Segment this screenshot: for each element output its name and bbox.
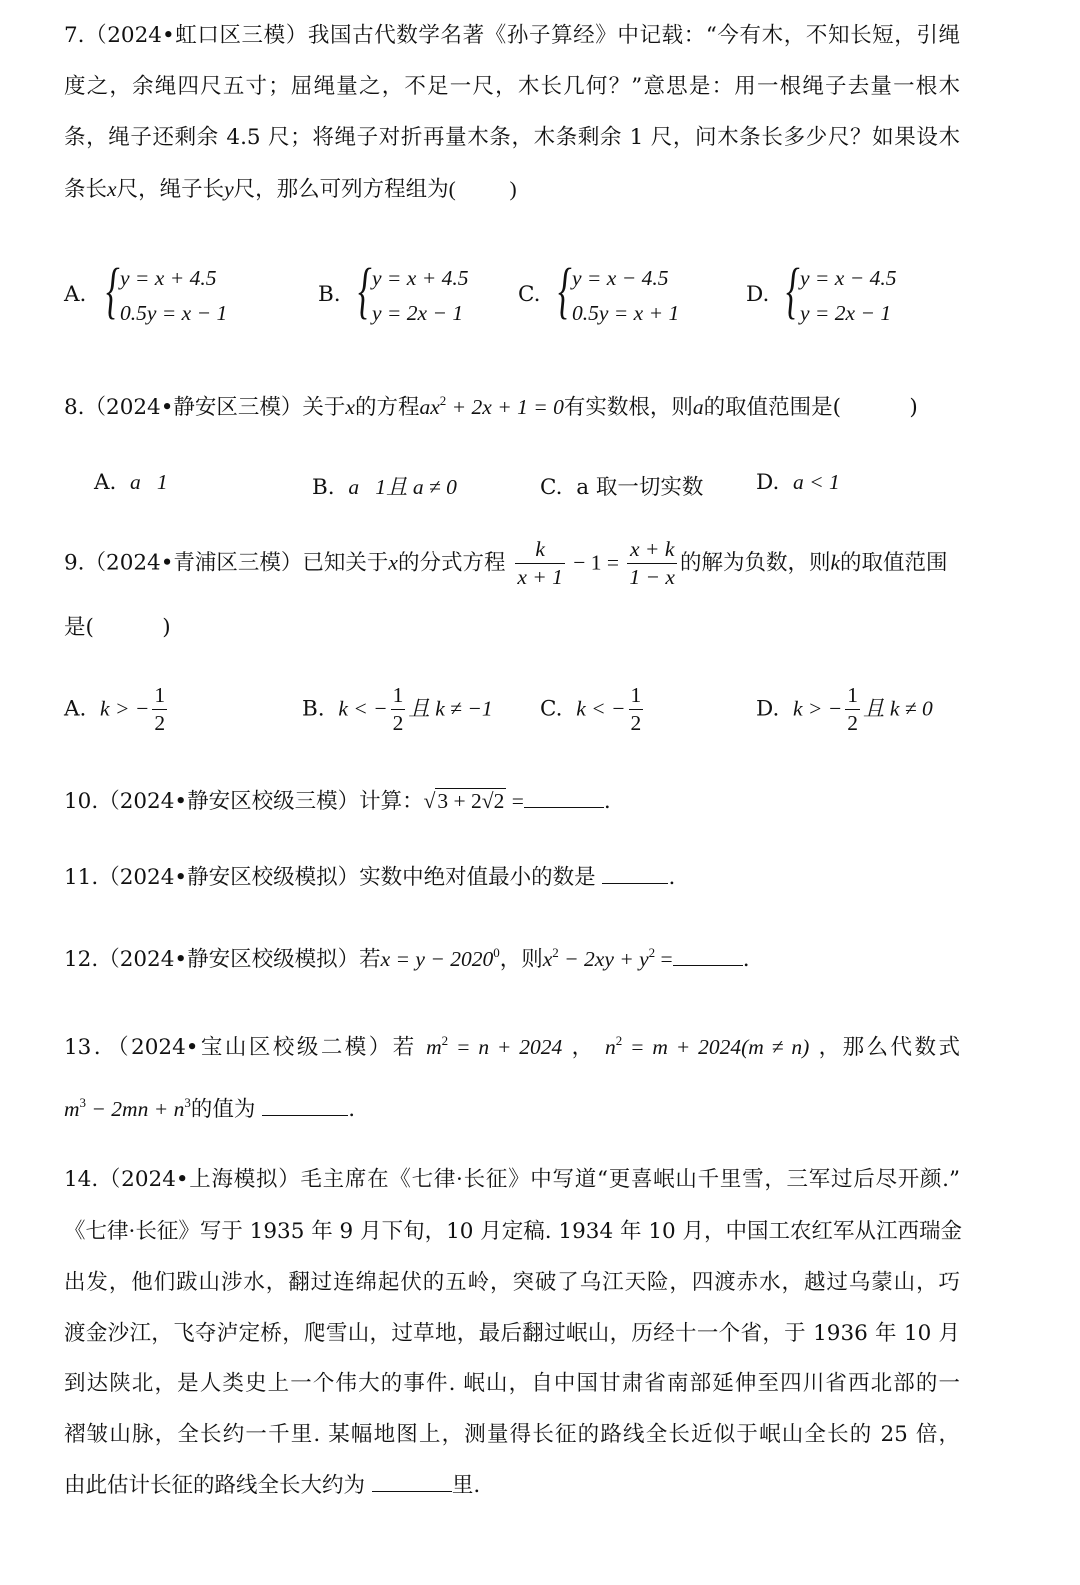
q9-option-a: A. k > − $\frac{1}{2}$ xyxy=(64,683,166,735)
q7-line-4: 条长x尺，绳子长y尺，那么可列方程组为( ) xyxy=(64,177,517,202)
q9-stem: 9.（2024•青浦区三模）已知关于x的分式方程 $\frac{k}{x + 1}$ − 1 = $\frac{x + k}{1 - x}$ 的解为负数，则k的取值范围 xyxy=(64,537,948,589)
q7-option-d-label: D. xyxy=(746,282,770,307)
q10-answer-blank[interactable] xyxy=(524,789,604,808)
q9-fraction-1: $\frac{k}{x + 1}$ xyxy=(517,537,563,589)
q13-line-2: $m^3 - 2mn + n^3$的值为 . xyxy=(64,1095,356,1122)
q8-option-b: B. a 1且 a ≠ 0 xyxy=(312,475,457,500)
q14-answer-blank[interactable] xyxy=(372,1473,452,1492)
q14-line-5: 到达陕北，是人类史上一个伟大的事件. 岷山，自中国甘肃省南部延伸至四川省西北部的一 xyxy=(64,1371,960,1396)
q8-stem: 8.（2024•静安区三模）关于x的方程$ax^2 + 2x + 1 = 0$有实数根，则a的取值范围是( ) xyxy=(64,393,918,420)
q10-stem: 10.（2024•静安区校级三模）计算：√3 + 2√2 = . xyxy=(64,789,611,814)
q14-line-6: 褶皱山脉，全长约一千里. 某幅地图上，测量得长征的路线全长近似于岷山全长的 25 倍， xyxy=(64,1422,960,1447)
q14-line-2: 《七律·长征》写于 1935 年 9 月下旬，10 月定稿. 1934 年 10 月，中国工农红军从江西瑞金 xyxy=(64,1219,963,1244)
q9-line-2: 是( ) xyxy=(64,615,171,640)
q7-option-c-label: C. xyxy=(518,282,541,307)
q12-stem: 12.（2024•静安区校级模拟）若$x = y - 2020^0$，则$x^2 - 2xy + y^2$ = . xyxy=(64,945,750,972)
q9-fraction-2: $\frac{x + k}{1 - x}$ xyxy=(629,537,675,589)
q8-option-a: A. a 1 xyxy=(94,470,168,495)
q14-line-3: 出发，他们跋山涉水，翻过连绵起伏的五岭，突破了乌江天险，四渡赤水，越过乌蒙山，巧 xyxy=(64,1270,960,1295)
q14-line-1: 14.（2024•上海模拟）毛主席在《七律·长征》中写道“更喜岷山千里雪，三军过后尽开颜.” xyxy=(64,1167,960,1192)
q9-option-c: C. k < − $\frac{1}{2}$ xyxy=(540,683,642,735)
q14-line-4: 渡金沙江，飞夺泸定桥，爬雪山，过草地，最后翻过岷山，历经十一个省，于 1936 年 10 月 xyxy=(64,1321,960,1346)
q12-answer-blank[interactable] xyxy=(673,947,743,966)
q11-answer-blank[interactable] xyxy=(602,865,668,884)
q8-option-d: D. a < 1 xyxy=(756,470,840,495)
worksheet-page: 7.（2024•虹口区三模）我国古代数学名著《孙子算经》中记载：“今有木，不知长短，引绳 度之，余绳四尺五寸；屈绳量之，不足一尺，木长几何？”意思是：用一根绳子去量一根木 条，绳子还剩余 4.5 尺；将绳子对折再量木条，木条剩余 1 尺，问木条长多少尺？如果设木 条长x尺，绳子长y尺，那么可列方程组为( ) A. { y = x + 4.5 0.5y = x − 1 B. { y = x + 4.5 y = 2x − 1 C. { y = x − 4.5 0.5y = x + 1 D. { y = x − 4.5 y = 2x − 1 8.（2024•静安区三模）关于x的方程$ax^2 + 2x + 1 = 0$有实数根，则a的取值范围是( ) A. a 1 B. a 1且 a ≠ 0 C. a 取一切实数 D. a < 1 9.（2024•青浦区三模）已知关于x的分式方程 $\frac{k}{x + 1}$ − 1 = $\frac{x + k}{1 - x}$ 的解为负数，则k的取值范围 是( ) A. k > − $\frac{1}{2}$ B. k < − $\frac{1}{2}$ 且 k ≠ −1 C. k < − $\frac{1}{2}$ D. k > − $\frac{1}{2}$ 且 k ≠ 0 10.（2024•静安区校级三模）计算：√3 + 2√2 = . 11.（2024•静安区校级模拟）实数中绝对值最小的数是 . 12.（2024•静安区校级模拟）若$x = y - 2020^0$，则$x^2 - 2xy + y^2$ = . 13．（2024•宝山区校级二模）若 $m^2 = n + 2024$ ， $n^2 = m + 2024(m \ne n)$ ，那么代数式 $m^3 - 2mn + n^3$的值为 . 14.（2024•上海模拟）毛主席在《七律·长征》中写道“更喜岷山千里雪，三军过后尽开颜.” 《七律·长征》写于 1935 年 9 月下旬，10 月定稿. 1934 年 10 月，中国工农红军从江西瑞金 出发，他们跋山涉水，翻过连绵起伏的五岭，突破了乌江天险，四渡赤水，越过乌蒙山，巧 渡金沙江，飞夺泸定桥，爬雪山，过草地，最后翻过岷山，历经十一个省，于 1936 年 10 月 到达陕北，是人类史上一个伟大的事件. 岷山，自中国甘肃省南部延伸至四川省西北部的一 褶皱山脉，全长约一千里. 某幅地图上，测量得长征的路线全长近似于岷山全长的 25 倍， 由此估计长征的路线全长大约为 里. xyxy=(0,0,1080,1585)
q8-option-c: C. a 取一切实数 xyxy=(540,475,704,500)
q7-line-3: 条，绳子还剩余 4.5 尺；将绳子对折再量木条，木条剩余 1 尺，问木条长多少尺？如果设木 xyxy=(64,125,960,150)
q9-option-b: B. k < − $\frac{1}{2}$ 且 k ≠ −1 xyxy=(302,683,493,735)
q9-option-d: D. k > − $\frac{1}{2}$ 且 k ≠ 0 xyxy=(756,683,933,735)
q7-line-2: 度之，余绳四尺五寸；屈绳量之，不足一尺，木长几何？”意思是：用一根绳子去量一根木 xyxy=(64,74,960,99)
q7-line-1: 7.（2024•虹口区三模）我国古代数学名著《孙子算经》中记载：“今有木，不知长短，引绳 xyxy=(64,23,960,48)
q7-option-b-label: B. xyxy=(318,282,341,307)
q7-option-a-label: A. xyxy=(64,282,87,307)
q14-line-7: 由此估计长征的路线全长大约为 里. xyxy=(64,1473,481,1498)
q11-stem: 11.（2024•静安区校级模拟）实数中绝对值最小的数是 . xyxy=(64,865,676,890)
q13-answer-blank[interactable] xyxy=(262,1097,348,1116)
q13-stem: 13．（2024•宝山区校级二模）若 $m^2 = n + 2024$ ， $n^2 = m + 2024(m \ne n)$ ，那么代数式 xyxy=(64,1033,960,1060)
